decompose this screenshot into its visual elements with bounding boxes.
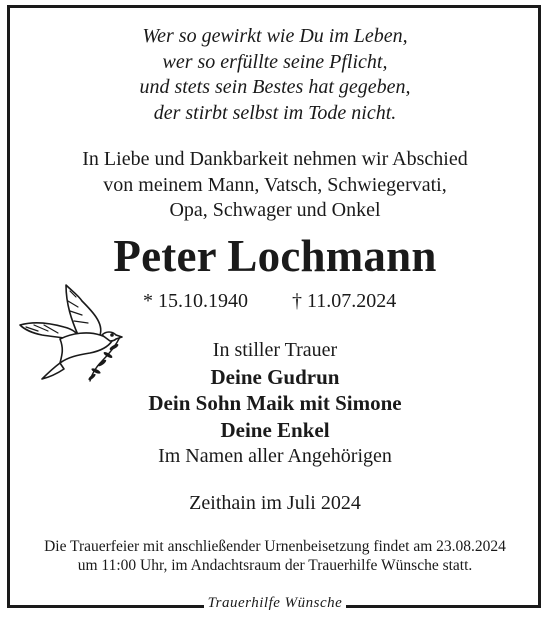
mourners-heading: In stiller Trauer <box>212 339 338 361</box>
deceased-name: Peter Lochmann <box>113 231 437 281</box>
funeral-home-name: Trauerhilfe Wünsche <box>204 593 347 613</box>
funeral-home-logo <box>0 593 550 613</box>
place-and-date: Zeithain im Juli 2024 <box>189 492 361 514</box>
mourners-block <box>0 337 550 470</box>
mourners-closing: Im Namen aller Angehörigen <box>158 445 392 467</box>
mourner-name: Dein Sohn Maik mit Simone <box>148 391 402 415</box>
farewell-line: von meinem Mann, Vatsch, Schwiegervati, <box>103 173 447 196</box>
mourner-name: Deine Gudrun <box>210 364 340 389</box>
mourner-name: Deine Enkel <box>220 417 330 442</box>
poem-line: Wer so gewirkt wie Du im Leben, <box>142 25 408 47</box>
poem-line: wer so erfüllte seine Pflicht, <box>162 50 388 73</box>
funeral-info-line: Die Trauerfeier mit anschließender Urnenbeisetzung findet am 23.08.2024 <box>44 538 506 555</box>
memorial-poem <box>0 24 550 126</box>
farewell-text <box>0 147 550 224</box>
birth-date: * 15.10.1940 <box>143 290 248 312</box>
funeral-info-line: um 11:00 Uhr, im Andachtsraum der Trauerhilfe Wünsche statt. <box>77 557 473 574</box>
funeral-info <box>0 537 550 575</box>
farewell-line: Opa, Schwager und Onkel <box>169 199 381 221</box>
farewell-line: In Liebe und Dankbarkeit nehmen wir Abschied <box>82 148 468 170</box>
death-date: † 11.07.2024 <box>292 290 397 312</box>
poem-line: der stirbt selbst im Tode nicht. <box>153 101 397 124</box>
poem-line: und stets sein Bestes hat gegeben, <box>139 76 411 98</box>
